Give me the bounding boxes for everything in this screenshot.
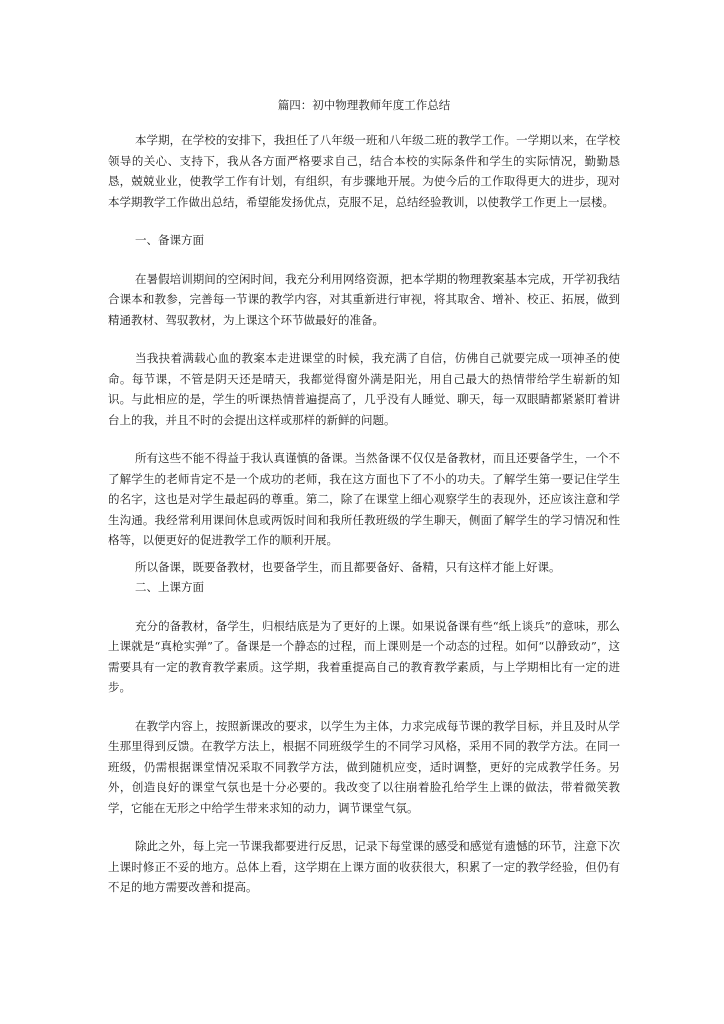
section-heading-lesson-prep: 一、备课方面 <box>135 233 204 247</box>
paragraph: 充分的备教材，备学生，归根结底是为了更好的上课。如果说备课有些“纸上谈兵”的意味，那么上课就是“真枪实弹”了。备课是一个静态的过程，而上课则是一个动态的过程。如何“以静致动”，这需要具有一定的教育教学素质。这学期，我着重提高自己的教育教学素质，与上学期相比有一定的进步。 <box>108 618 620 694</box>
paragraph: 在教学内容上，按照新课改的要求，以学生为主体，力求完成每节课的教学目标，并且及时从学生那里得到反馈。在教学方法上，根据不同班级学生的不同学习风格，采用不同的教学方法。在同一班级，仍需根据课堂情况采取不同教学方法，做到随机应变，适时调整，更好的完成教学任务。另外，创造良好的课堂气氛也是十分必要的。我改变了以往崩着脸孔给学生上课的做法，带着微笑教学，它能在无形之中给学生带来求知的动力，调节课堂气氛。 <box>108 718 620 815</box>
paragraph: 所以备课，既要备教材，也要备学生，而且都要备好、备精，只有这样才能上好课。 <box>135 559 561 574</box>
section-heading-teaching: 二、上课方面 <box>135 580 204 594</box>
document-page <box>108 97 620 898</box>
paragraph: 所有这些不能不得益于我认真谨慎的备课。当然备课不仅仅是备教材，而且还要备学生，一个不了解学生的老师肯定不是一个成功的老师，我在这方面也下了不小的功夫。了解学生第一要记住学生的名字，这也是对学生最起码的尊重。第二，除了在课堂上细心观察学生的表现外，还应该注意和学生沟通。我经常利用课间休息或两饭时间和我所任教班级的学生聊天，侧面了解学生的学习情况和性格等，以便更好的促进教学工作的顺利开展。 <box>108 451 620 547</box>
paragraph: 在暑假培训期间的空闲时间，我充分利用网络资源，把本学期的物理教案基本完成，开学初我结合课本和教参，完善每一节课的教学内容，对其重新进行审视，将其取舍、增补、校正、拓展，做到精通教材、驾驭教材，为上课这个环节做最好的准备。 <box>108 271 620 327</box>
intro-paragraph: 本学期，在学校的安排下，我担任了八年级一班和八年级二班的教学工作。一学期以来，在学校领导的关心、支持下，我从各方面严格要求自己，结合本校的实际条件和学生的实际情况，勤勤恳恳，兢兢业业，使教学工作有计划，有组织，有步骤地开展。为使今后的工作取得更大的进步，现对本学期教学工作做出总结，希望能发扬优点，克服不足，总结经验教训，以使教学工作更上一层楼。 <box>108 133 620 209</box>
paragraph: 当我抉着满载心血的教案本走进课堂的时候，我充满了自信，仿佛自己就要完成一项神圣的使命。每节课，不管是阴天还是晴天，我都觉得窗外满是阳光，用自己最大的热情带给学生崭新的知识。与此相应的是，学生的听课热情普遍提高了，几乎没有人睡觉、聊天，每一双眼睛都紧紧盯着讲台上的我，并且不时的会提出这样或那样的新鲜的问题。 <box>108 351 620 427</box>
paragraph: 除此之外，每上完一节课我都要进行反思，记录下每堂课的感受和感觉有遗憾的环节，注意下次上课时修正不妥的地方。总体上看，这学期在上课方面的收获很大，积累了一定的教学经验，但仍有不足的地方需要改善和提高。 <box>108 839 620 894</box>
document-title: 篇四：初中物理教师年度工作总结 <box>277 98 451 112</box>
